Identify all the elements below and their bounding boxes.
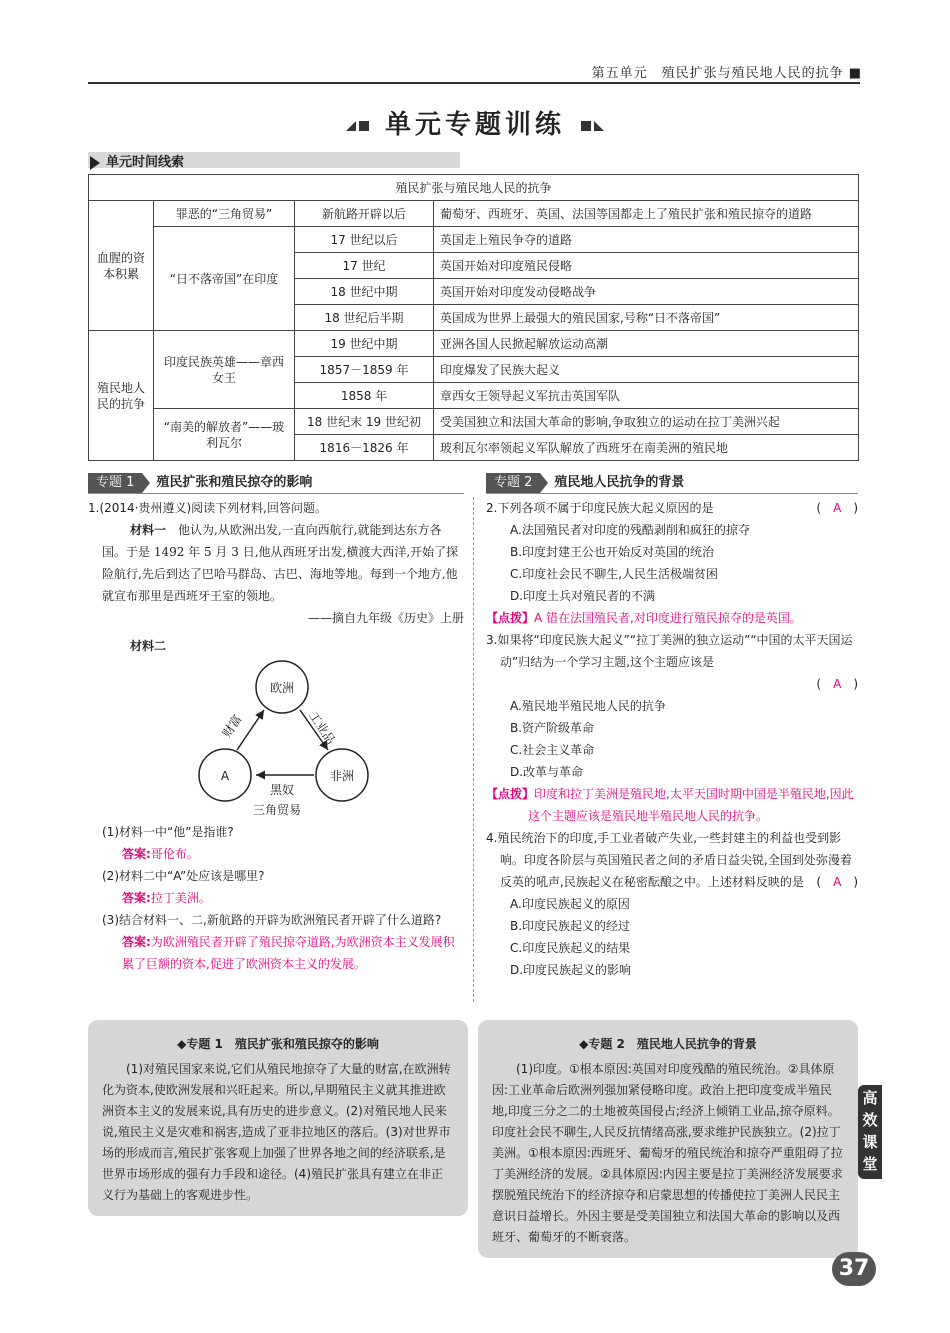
sub-question-3: (3)结合材料一、二,新航路的开辟为欧洲殖民者开辟了什么道路?: [102, 913, 442, 927]
event-cell: 亚洲各国人民掀起解放运动高潮: [434, 331, 859, 357]
material-2-label: 材料二: [130, 639, 167, 653]
time-cell: 18 世纪中期: [295, 279, 434, 305]
tip-2: 【点拨】A 错在法国殖民者,对印度进行殖民掠夺的是英国。: [486, 611, 802, 625]
title-deco-left: [346, 121, 356, 131]
topic1-content: [88, 497, 464, 975]
time-cell: 18 世纪后半期: [295, 305, 434, 331]
event-cell: 玻利瓦尔率领起义军队解放了西班牙在南美洲的殖民地: [434, 435, 859, 461]
event-cell: 英国开始对印度发动侵略战争: [434, 279, 859, 305]
node-europe-label: 欧洲: [269, 681, 294, 695]
running-header: 第五单元 殖民扩张与殖民地人民的抗争 ■: [591, 66, 862, 81]
time-cell: 1816－1826 年: [295, 435, 434, 461]
group-cell: 血腥的资本积累: [89, 201, 154, 331]
topic2-number: 专题 2: [486, 473, 540, 493]
option: B.资产阶级革命: [510, 721, 595, 735]
material-1-text: 他认为,从欧洲出发,一直向西航行,就能到达东方各国。于是 1492 年 5 月 3 日,他从西班牙出发,横渡大西洋,开始了探险航行,先后到达了巴哈马群岛、古巴、海地等地。每到一个地方,他就宣布那里是西班牙王室的领地。: [102, 523, 459, 603]
topic1-rule: [88, 493, 464, 494]
summary-2-title: ◆专题 2 殖民地人民抗争的背景: [579, 1037, 757, 1051]
topic1-number: 专题 1: [88, 473, 142, 493]
table-row: [89, 409, 859, 435]
event-cell: 葡萄牙、西班牙、英国、法国等国都走上了殖民扩张和殖民掠夺的道路: [434, 201, 859, 227]
table-row: [89, 227, 859, 253]
page-number: 37: [832, 1252, 876, 1286]
title-deco-square: [581, 121, 591, 131]
subgroup-cell: 罪恶的“三角贸易”: [154, 201, 295, 227]
column-divider: [473, 497, 474, 1002]
summary-1-title: ◆专题 1 殖民扩张和殖民掠夺的影响: [177, 1037, 379, 1051]
group-cell: 殖民地人民的抗争: [89, 331, 154, 461]
table-row: [89, 331, 859, 357]
answer-3: 答案:为欧洲殖民者开辟了殖民掠夺道路,为欧洲资本主义发展积累了巨额的资本,促进了欧洲资本主义的发展。: [122, 935, 455, 971]
event-cell: 英国开始对印度殖民侵略: [434, 253, 859, 279]
option: D.印度民族起义的影响: [510, 963, 632, 977]
question-3-answer: ( A ): [816, 677, 858, 691]
time-cell: 新航路开辟以后: [295, 201, 434, 227]
edge-slaves-label: 黑奴: [270, 783, 295, 797]
event-cell: 受美国独立和法国大革命的影响,争取独立的运动在拉丁美洲兴起: [434, 409, 859, 435]
question-4: 4.殖民统治下的印度,手工业者破产失业,一些封建主的利益也受到影响。印度各阶层与英国殖民者之间的矛盾日益尖锐,全国到处弥漫着反英的吼声,民族起义在秘密酝酿之中。上述材料反映的是 ( A ): [486, 831, 858, 889]
title-deco-right: [594, 121, 604, 131]
table-caption: 殖民扩张与殖民地人民的抗争: [89, 175, 859, 201]
summary-1-text: (1)对殖民国家来说,它们从殖民地掠夺了大量的财富,在欧洲转化为资本,使欧洲发展和兴旺起来。所以,早期殖民主义就其推进欧洲资本主义的发展来说,具有历史的进步意义。(2)对殖民地人民来说,殖民主义是灾难和祸害,造成了亚非拉地区的落后。(3)对世界市场的形成而言,殖民扩张客观上加强了世界各地之间的经济联系,是世界市场形成的强有力手段和途径。(4)殖民扩张具有建立在非正义行为基础上的客观进步性。: [102, 1062, 451, 1202]
material-1: [88, 519, 464, 607]
page-title-text: 单元专题训练: [384, 110, 565, 140]
triangle-trade-diagram: [88, 657, 464, 817]
event-cell: 章西女王领导起义军抗击英国军队: [434, 383, 859, 409]
event-cell: 英国成为世界上最强大的殖民国家,号称“日不落帝国”: [434, 305, 859, 331]
question-2: 2.下列各项不属于印度民族大起义原因的是 ( A ): [486, 501, 858, 515]
topic1-tag: [88, 473, 312, 493]
option: B.印度民族起义的经过: [510, 919, 631, 933]
section-label: 单元时间线索: [90, 151, 184, 170]
event-cell: 印度爆发了民族大起义: [434, 357, 859, 383]
material-1-label: 材料一: [130, 523, 167, 537]
option: A.殖民地半殖民地人民的抗争: [510, 699, 666, 713]
option: C.印度民族起义的结果: [510, 941, 631, 955]
summary-box-2: [478, 1020, 858, 1258]
option: D.改革与革命: [510, 765, 584, 779]
timeline-table: [88, 174, 859, 461]
diagram-caption: 三角贸易: [253, 803, 302, 817]
title-deco-square: [359, 121, 369, 131]
material-1-source: ——摘自九年级《历史》上册: [307, 611, 464, 625]
edge-wealth-label: 财富: [219, 712, 245, 740]
question-1: 1.(2014·贵州遵义)阅读下列材料,回答问题。: [88, 501, 327, 515]
page-title: [0, 104, 950, 141]
question-3: 3.如果将“印度民族大起义”“拉丁美洲的独立运动”“中国的太平天国运动”归结为一个学习主题,这个主题应该是: [486, 633, 853, 669]
time-cell: 19 世纪中期: [295, 331, 434, 357]
topic2-tag: [486, 473, 684, 493]
event-cell: 英国走上殖民争夺的道路: [434, 227, 859, 253]
subgroup-cell: 印度民族英雄——章西女王: [154, 331, 295, 409]
arrow-icon: [90, 156, 100, 170]
topic1-title: 殖民扩张和殖民掠夺的影响: [156, 475, 313, 490]
topic2-content: [486, 497, 858, 981]
table-row: [89, 201, 859, 227]
answer-2: 答案:拉丁美洲。: [122, 891, 211, 905]
header-rule: [88, 82, 860, 84]
sub-question-2: (2)材料二中“A”处应该是哪里?: [102, 869, 265, 883]
time-cell: 17 世纪: [295, 253, 434, 279]
sub-question-1: (1)材料一中“他”是指谁?: [102, 825, 234, 839]
subgroup-cell: “南美的解放者”——玻利瓦尔: [154, 409, 295, 461]
option: C.社会主义革命: [510, 743, 595, 757]
topic2-title: 殖民地人民抗争的背景: [554, 475, 685, 490]
node-a-label: A: [220, 769, 230, 783]
side-tab: 高效课堂: [858, 1085, 882, 1179]
summary-2-text: (1)印度。①根本原因:英国对印度残酷的殖民统治。②具体原因:工业革命后欧洲列强加紧侵略印度。政治上把印度变成半殖民地,印度三分之二的土地被英国侵占;经济上倾销工业品,掠夺原料。印度社会民不聊生,人民反抗情绪高涨,要求维护民族独立。(2)拉丁美洲。①根本原因:西班牙、葡萄牙的殖民统治和掠夺严重阻碍了拉丁美洲经济的发展。②具体原因:内因主要是拉丁美洲经济发展要求摆脱殖民统治下的经济掠夺和启蒙思想的传播使拉丁美洲人民民主意识日益增长。外因主要是受美国独立和法国大革命的影响以及西班牙、葡萄牙的不断衰落。: [492, 1062, 843, 1244]
time-cell: 1858 年: [295, 383, 434, 409]
option: B.印度封建王公也开始反对英国的统治: [510, 545, 715, 559]
option: A.法国殖民者对印度的残酷剥削和疯狂的掠夺: [510, 523, 750, 537]
tip-3: 【点拨】印度和拉丁美洲是殖民地,太平天国时期中国是半殖民地,因此这个主题应该是殖民地半殖民地人民的抗争。: [486, 787, 854, 823]
answer-1: 答案:哥伦布。: [122, 847, 199, 861]
edge-goods-label: 工业品: [306, 709, 338, 747]
option: D.印度土兵对殖民者的不满: [510, 589, 656, 603]
topic2-rule: [486, 493, 858, 494]
option: A.印度民族起义的原因: [510, 897, 630, 911]
subgroup-cell: “日不落帝国”在印度: [154, 227, 295, 331]
summary-box-1: [88, 1020, 468, 1216]
time-cell: 17 世纪以后: [295, 227, 434, 253]
node-africa-label: 非洲: [329, 769, 354, 783]
time-cell: 18 世纪末 19 世纪初: [295, 409, 434, 435]
option: C.印度社会民不聊生,人民生活极端贫困: [510, 567, 719, 581]
time-cell: 1857－1859 年: [295, 357, 434, 383]
